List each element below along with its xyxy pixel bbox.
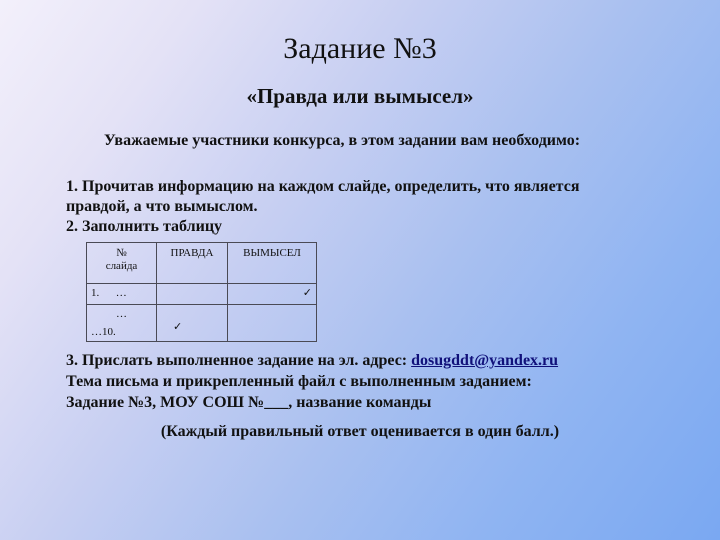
instruction-steps bbox=[66, 177, 666, 237]
table-row bbox=[87, 284, 317, 305]
email-link[interactable]: dosugddt@yandex.ru bbox=[411, 352, 559, 369]
scoring-note: (Каждый правильный ответ оценивается в один балл.) bbox=[160, 423, 560, 440]
email-subject-line: Тема письма и прикрепленный файл с выполненным заданием: bbox=[66, 373, 532, 390]
answer-table bbox=[86, 242, 317, 342]
table-row bbox=[87, 305, 317, 342]
checkmark-icon: ✓ bbox=[173, 320, 183, 333]
submit-instructions bbox=[66, 350, 686, 413]
row-label bbox=[87, 305, 157, 342]
row-label bbox=[87, 284, 157, 305]
row-1-label: 1. … bbox=[91, 287, 127, 299]
row-1-fiction-cell bbox=[228, 284, 317, 305]
step-3-line bbox=[66, 350, 686, 371]
table-header-row bbox=[87, 243, 317, 284]
slide-subtitle: «Правда или вымысел» bbox=[246, 84, 474, 108]
header-number-sign: № bbox=[116, 247, 127, 259]
row-2-truth-cell bbox=[157, 305, 228, 342]
intro-text: Уважаемые участники конкурса, в этом задании вам необходимо: bbox=[104, 132, 581, 149]
slide-title: Задание №3 bbox=[283, 32, 437, 65]
row-2-fiction-cell bbox=[228, 305, 317, 342]
row-1-truth-cell bbox=[157, 284, 228, 305]
row-2-label: …10. bbox=[91, 326, 116, 338]
step-2: 2. Заполнить таблицу bbox=[66, 218, 223, 235]
step-3-text: 3. Прислать выполненное задание на эл. адрес: bbox=[66, 352, 412, 369]
row-2-label-top: … bbox=[116, 308, 127, 320]
header-slide-word: слайда bbox=[105, 260, 138, 272]
step-1-line-2: правдой, а что вымыслом. bbox=[66, 198, 258, 215]
header-slide-number bbox=[87, 243, 157, 284]
email-subject-format: Задание №3, МОУ СОШ №___, название команды bbox=[66, 394, 432, 411]
checkmark-icon: ✓ bbox=[302, 286, 312, 299]
header-fiction: ВЫМЫСЕЛ bbox=[228, 243, 317, 284]
header-truth: ПРАВДА bbox=[157, 243, 228, 284]
step-1-line-1: 1. Прочитав информацию на каждом слайде, определить, что является bbox=[66, 178, 580, 195]
